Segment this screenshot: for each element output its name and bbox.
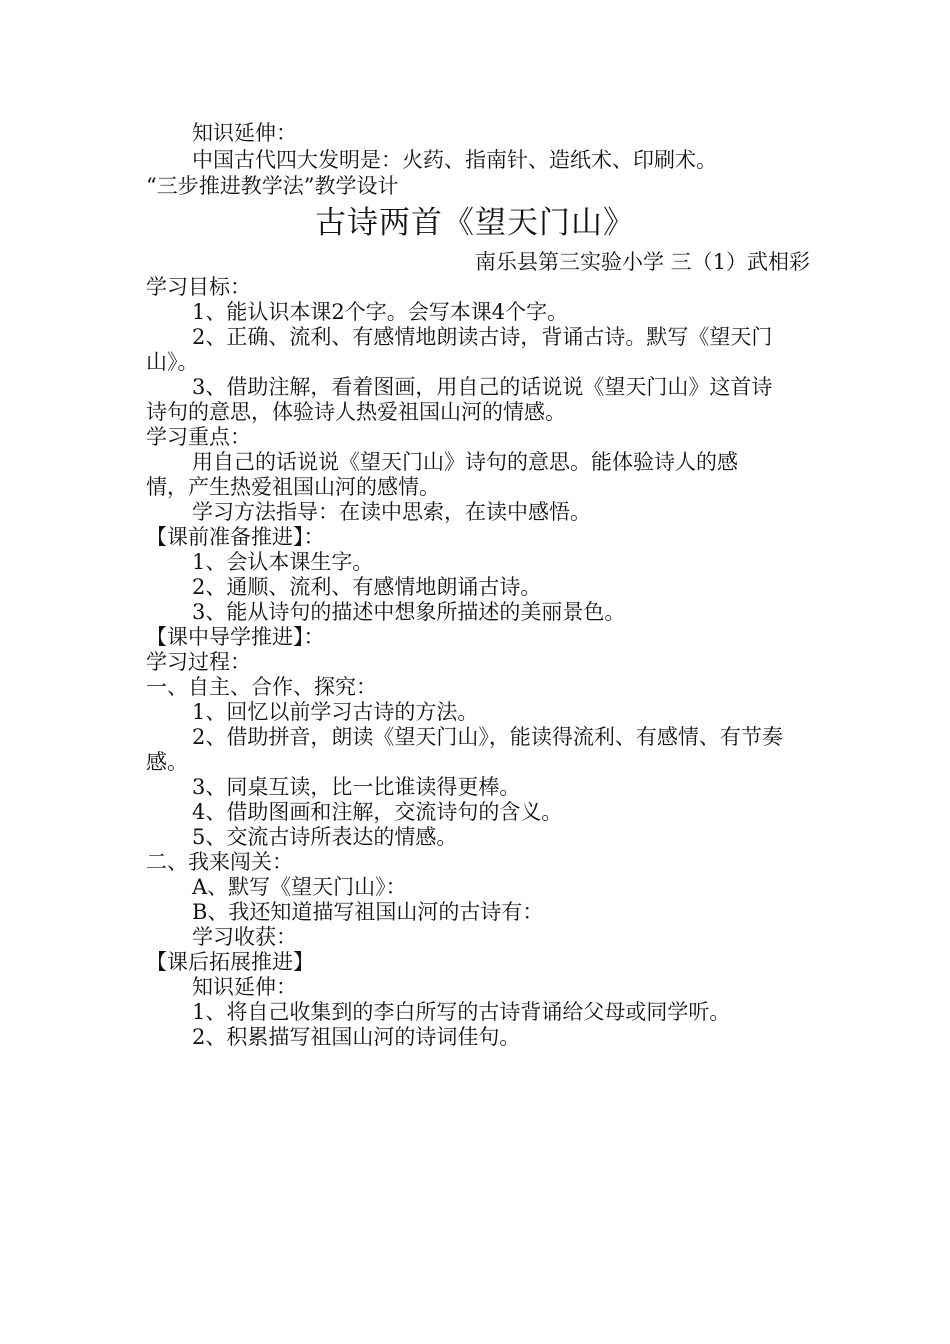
part-1-item-2: 2、借助拼音，朗读《望天门山》，能读得流利、有感情、有节奏	[192, 725, 783, 749]
part-2-item-a: A、默写《望天门山》：	[192, 875, 407, 899]
after-class-item-2: 2、积累描写祖国山河的诗词佳句。	[192, 1025, 521, 1049]
pre-class-item-1: 1、会认本课生字。	[192, 550, 374, 574]
objective-item-3-cont: 诗句的意思，体验诗人热爱祖国山河的情感。	[146, 400, 566, 424]
after-class-heading: 【课后拓展推进】	[146, 950, 314, 974]
part-1-item-3: 3、同桌互读，比一比谁读得更棒。	[192, 775, 521, 799]
learning-gains-label: 学习收获：	[192, 925, 297, 949]
after-class-item-1: 1、将自己收集到的李白所写的古诗背诵给父母或同学听。	[192, 1000, 731, 1024]
objectives-heading: 学习目标：	[146, 275, 251, 299]
objective-item-2-cont: 山》。	[146, 350, 199, 374]
in-class-heading: 【课中导学推进】：	[146, 625, 325, 649]
after-class-extension-label: 知识延伸：	[192, 975, 297, 999]
part-1-item-1: 1、回忆以前学习古诗的方法。	[192, 700, 479, 724]
objective-item-1: 1、能认识本课2个字。会写本课4个字。	[192, 300, 569, 324]
learning-process-heading: 学习过程：	[146, 650, 251, 674]
focus-text: 用自己的话说说《望天门山》诗句的意思。能体验诗人的感	[192, 450, 738, 474]
pre-class-heading: 【课前准备推进】：	[146, 525, 325, 549]
part-1-item-2-cont: 感。	[146, 750, 188, 774]
part-2-heading: 二、我来闯关：	[146, 850, 293, 874]
part-1-item-5: 5、交流古诗所表达的情感。	[192, 825, 458, 849]
pre-class-item-2: 2、通顺、流利、有感情地朗诵古诗。	[192, 575, 542, 599]
pre-class-item-3: 3、能从诗句的描述中想象所描述的美丽景色。	[192, 600, 626, 624]
part-1-heading: 一、自主、合作、探究：	[146, 675, 377, 699]
four-inventions-text: 中国古代四大发明是：火药、指南针、造纸术、印刷术。	[192, 148, 717, 172]
objective-item-2: 2、正确、流利、有感情地朗读古诗，背诵古诗。默写《望天门	[192, 325, 773, 349]
objective-item-3: 3、借助注解，看着图画，用自己的话说说《望天门山》这首诗	[192, 375, 773, 399]
author-line: 南乐县第三实验小学 三（1）武相彩	[474, 250, 810, 274]
focus-heading: 学习重点：	[146, 425, 251, 449]
part-2-item-b: B、我还知道描写祖国山河的古诗有：	[192, 900, 544, 924]
knowledge-extension-label: 知识延伸：	[192, 121, 297, 145]
method-design-heading: “三步推进教学法”教学设计	[146, 174, 399, 198]
method-guidance: 学习方法指导：在读中思索，在读中感悟。	[192, 500, 591, 524]
part-1-item-4: 4、借助图画和注解，交流诗句的含义。	[192, 800, 563, 824]
focus-text-cont: 情，产生热爱祖国山河的感情。	[146, 475, 440, 499]
page-title: 古诗两首《望天门山》	[315, 205, 635, 241]
